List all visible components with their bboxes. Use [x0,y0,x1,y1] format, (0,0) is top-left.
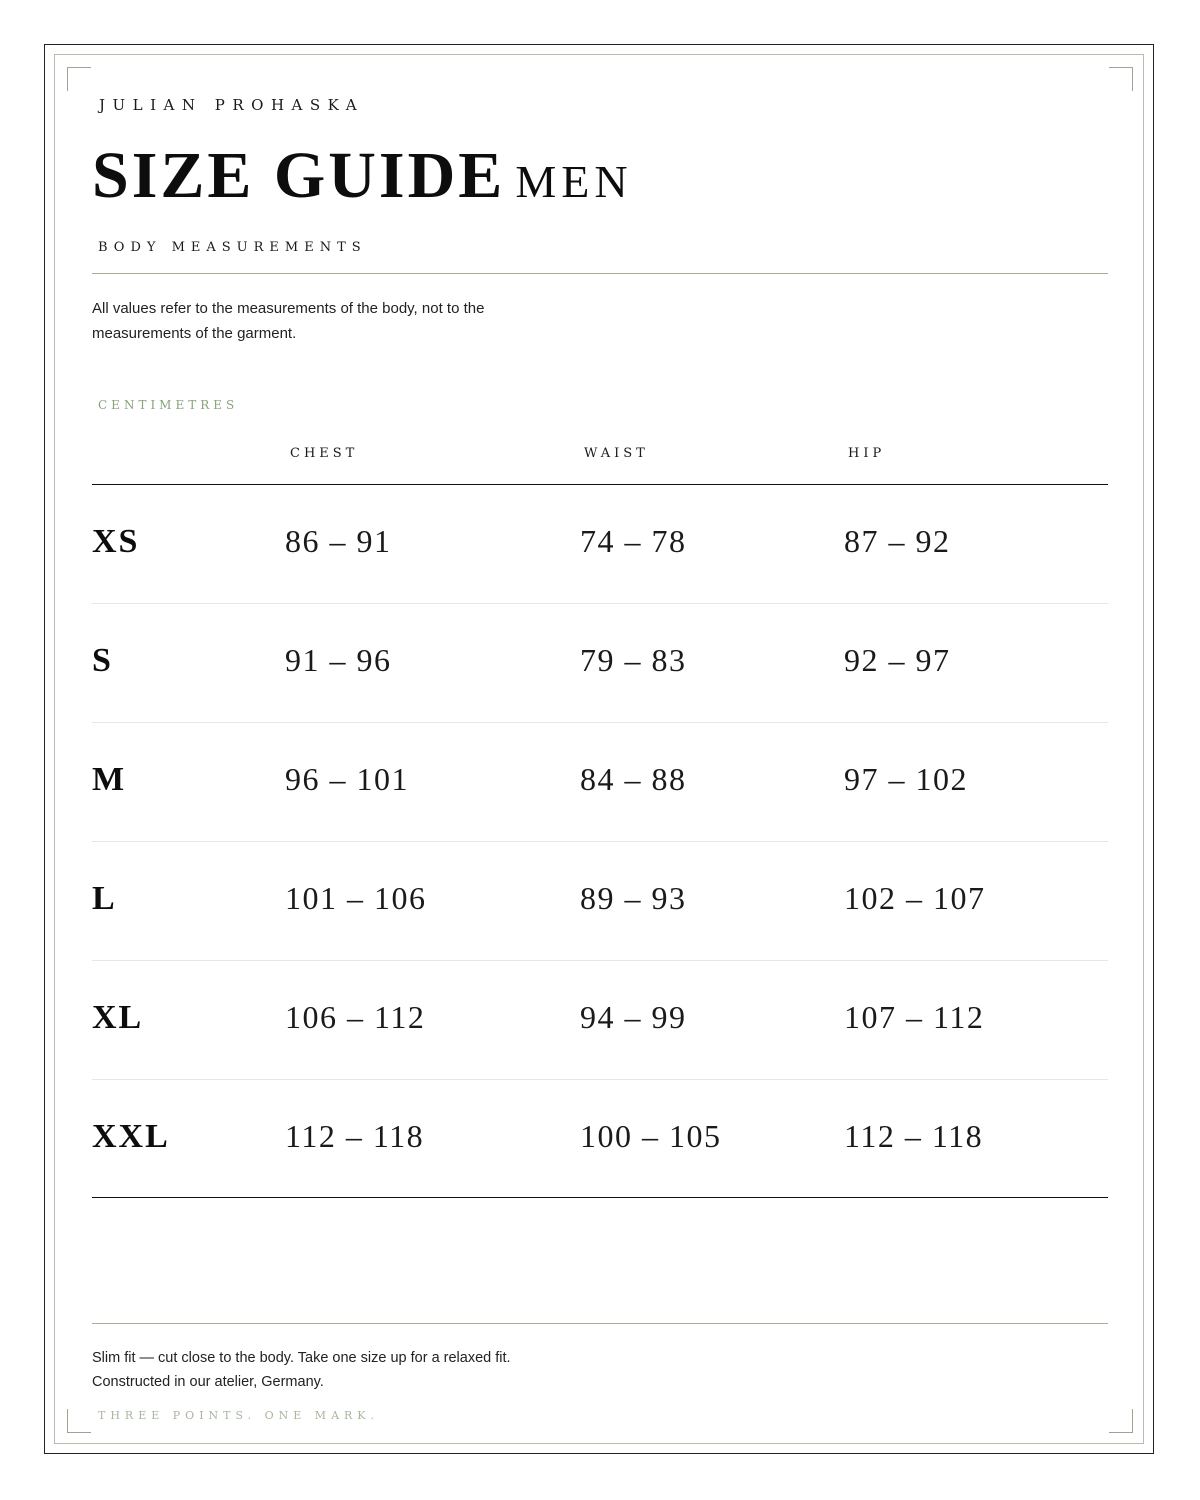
section-subheading: BODY MEASUREMENTS [98,240,367,255]
size-table [92,485,1108,1199]
intro-line-1: All values refer to the measurements of the body, not to the [92,300,485,317]
chest-value: 112 – 118 [285,1118,425,1154]
table-bottom-rule [92,1197,1108,1198]
tagline: THREE POINTS. ONE MARK. [98,1409,380,1422]
size-label: L [92,880,117,917]
column-header-hip: HIP [848,446,886,461]
chest-value: 91 – 96 [285,642,392,678]
chest-value: 96 – 101 [285,761,409,797]
table-row [92,961,1108,1080]
waist-value: 100 – 105 [580,1118,722,1154]
intro-line-2: measurements of the garment. [92,325,297,342]
table-row [92,604,1108,723]
waist-value: 94 – 99 [580,999,687,1035]
table-row [92,1080,1108,1199]
column-header-chest: CHEST [290,446,359,461]
intro-text [92,296,512,346]
waist-value: 84 – 88 [580,761,687,797]
hip-value: 107 – 112 [844,999,985,1035]
corner-mark-top-right [1109,67,1133,91]
footer-line-1: Slim fit — cut close to the body. Take one size up for a relaxed fit. [92,1350,511,1366]
column-header-waist: WAIST [584,446,649,461]
hip-value: 97 – 102 [844,761,968,797]
waist-value: 89 – 93 [580,880,687,916]
table-row [92,485,1108,604]
size-label: XXL [92,1118,170,1155]
page-title-main: SIZE GUIDE [92,139,506,212]
footer-notes [92,1346,511,1394]
chest-value: 106 – 112 [285,999,426,1035]
waist-value: 79 – 83 [580,642,687,678]
hip-value: 87 – 92 [844,523,951,559]
chest-value: 86 – 91 [285,523,392,559]
unit-label: CENTIMETRES [98,398,239,412]
corner-mark-bottom-right [1109,1409,1133,1433]
hip-value: 102 – 107 [844,880,986,916]
corner-mark-top-left [67,67,91,91]
size-label: XS [92,523,140,560]
corner-mark-bottom-left [67,1409,91,1433]
size-label: S [92,642,113,679]
hip-value: 92 – 97 [844,642,951,678]
chest-value: 101 – 106 [285,880,427,916]
table-row [92,842,1108,961]
header-divider [92,273,1108,274]
hip-value: 112 – 118 [844,1118,984,1154]
brand-name: JULIAN PROHASKA [99,96,365,114]
page-title-sub: MEN [515,156,633,207]
waist-value: 74 – 78 [580,523,687,559]
footer-line-2: Constructed in our atelier, Germany. [92,1374,324,1390]
footer-divider [92,1323,1108,1324]
size-label: XL [92,999,144,1036]
page-title [92,139,633,212]
size-label: M [92,761,127,798]
table-row [92,723,1108,842]
